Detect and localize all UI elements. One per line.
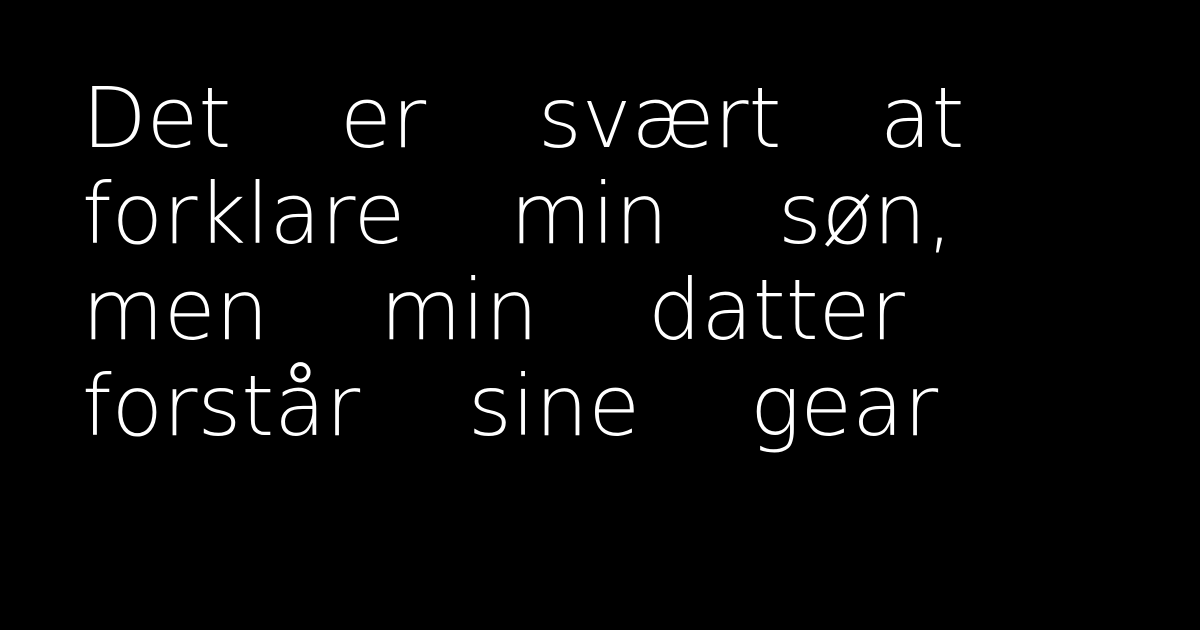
word: søn, (778, 165, 954, 263)
word: datter (648, 261, 905, 359)
word: Det (82, 69, 232, 167)
word: at (880, 69, 965, 167)
text-line-1 (82, 70, 1082, 166)
quote-text (82, 70, 1082, 454)
word: er (340, 69, 427, 167)
text-line-2 (82, 166, 1082, 262)
word: svært (538, 69, 782, 167)
word: min (380, 261, 539, 359)
word: gear (750, 357, 939, 455)
word: forstår (82, 357, 361, 455)
word: min (510, 165, 669, 263)
text-line-4 (82, 358, 1082, 454)
word: men (82, 261, 269, 359)
text-line-3 (82, 262, 1082, 358)
word: sine (468, 357, 641, 455)
word: forklare (82, 165, 406, 263)
